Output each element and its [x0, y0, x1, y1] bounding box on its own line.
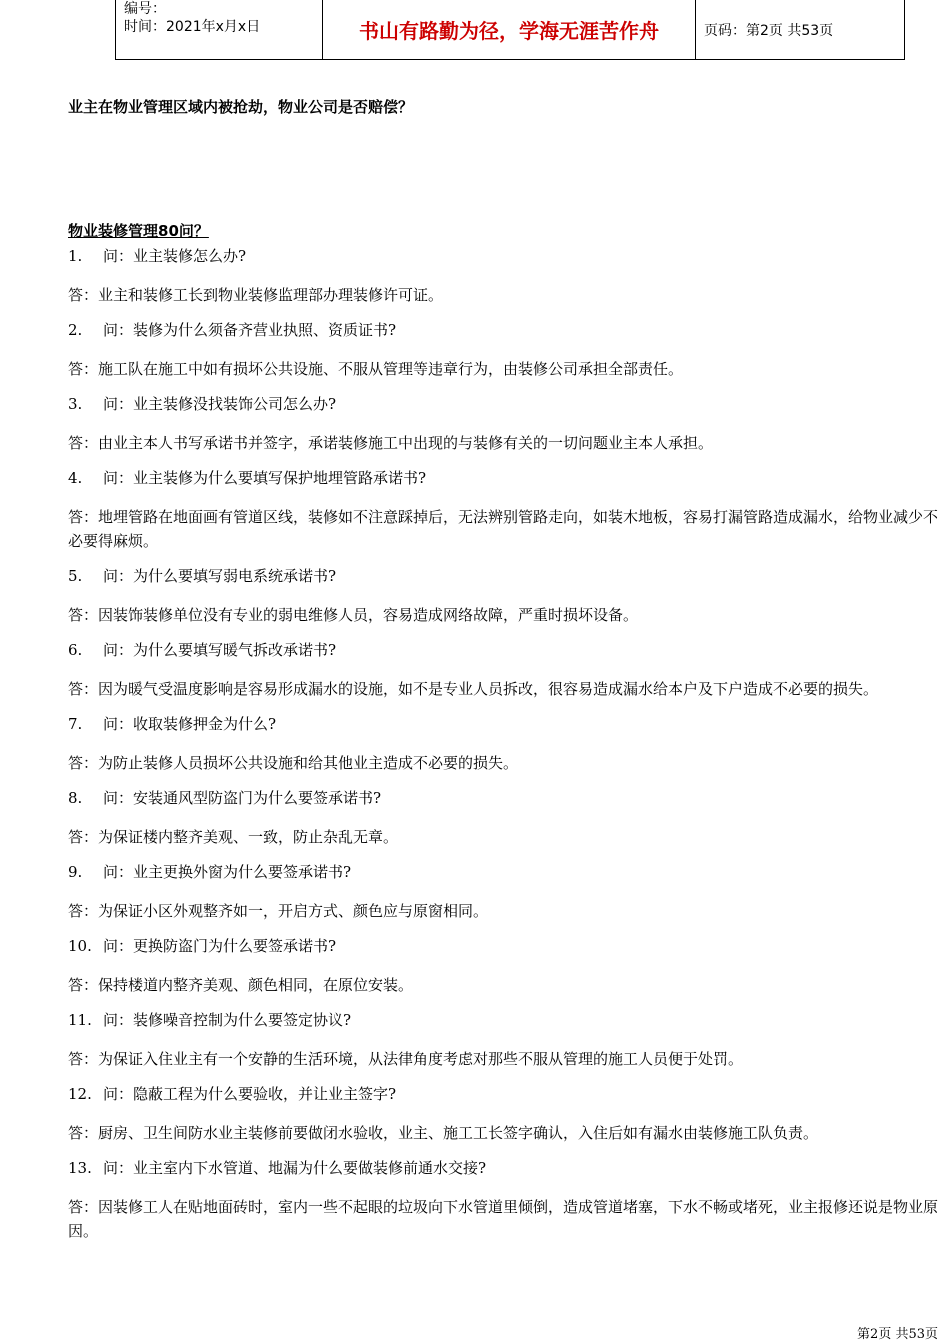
section-heading-renovation: 物业装修管理80问？: [68, 222, 209, 240]
question-text: 问：业主装修为什么要填写保护地埋管路承诺书?: [103, 469, 427, 487]
question-text: 问：为什么要填写弱电系统承诺书?: [103, 567, 337, 585]
question-number: 6.: [68, 641, 83, 659]
question-item: [68, 320, 948, 340]
question-item: [68, 566, 948, 586]
question-item: [68, 246, 948, 266]
question-item: [68, 862, 948, 882]
document-date-label: 时间：2021年x月x日: [124, 19, 261, 35]
question-text: 问：更换防盗门为什么要签承诺书?: [103, 937, 337, 955]
document-number-label: 编号：: [124, 1, 166, 17]
question-text: 问：装修为什么须备齐营业执照、资质证书?: [103, 321, 397, 339]
question-number: 3.: [68, 395, 83, 413]
question-number: 5.: [68, 567, 83, 585]
answer-text: 答：由业主本人书写承诺书并签字，承诺装修施工中出现的与装修有关的一切问题业主本人承担。: [68, 434, 714, 452]
answer-text: 答：为保证楼内整齐美观、一致，防止杂乱无章。: [68, 828, 399, 846]
question-text: 问：安装通风型防盗门为什么要签承诺书?: [103, 789, 382, 807]
section-heading-robbery: 业主在物业管理区域内被抢劫，物业公司是否赔偿？: [68, 98, 414, 116]
document-header: [115, 0, 905, 60]
question-item: [68, 936, 948, 956]
question-item: [68, 1158, 948, 1178]
page-footer: 第2页 共53页: [857, 1327, 938, 1342]
question-text: 问：业主室内下水管道、地漏为什么要做装修前通水交接?: [103, 1159, 487, 1177]
question-item: [68, 640, 948, 660]
header-page-label: 页码：第2页 共53页: [696, 0, 905, 60]
question-number: 10.: [68, 937, 92, 955]
question-number: 4.: [68, 469, 83, 487]
question-text: 问：业主装修没找装饰公司怎么办?: [103, 395, 337, 413]
question-item: [68, 394, 948, 414]
answer-text: 答：业主和装修工长到物业装修监理部办理装修许可证。: [68, 286, 444, 304]
question-number: 9.: [68, 863, 83, 881]
question-text: 问：装修噪音控制为什么要签定协议?: [103, 1011, 352, 1029]
question-number: 2.: [68, 321, 83, 339]
answer-text: 答：保持楼道内整齐美观、颜色相同，在原位安装。: [68, 976, 414, 994]
header-info-cell: [116, 0, 323, 60]
answer-text: 答：为保证入住业主有一个安静的生活环境，从法律角度考虑对那些不服从管理的施工人员便于处罚。: [68, 1050, 744, 1068]
question-number: 1.: [68, 247, 83, 265]
question-number: 12.: [68, 1085, 92, 1103]
answer-text: 答：因装饰装修单位没有专业的弱电维修人员，容易造成网络故障，严重时损坏设备。: [68, 606, 639, 624]
answer-text: 答：因为暖气受温度影响是容易形成漏水的设施，如不是专业人员拆改，很容易造成漏水给本户及下户造成不必要的损失。: [68, 680, 879, 698]
question-item: [68, 788, 948, 808]
answer-text: 答：为防止装修人员损坏公共设施和给其他业主造成不必要的损失。: [68, 754, 519, 772]
question-text: 问：隐蔽工程为什么要验收，并让业主签字?: [103, 1085, 397, 1103]
question-text: 问：为什么要填写暖气拆改承诺书?: [103, 641, 337, 659]
question-number: 13.: [68, 1159, 92, 1177]
question-number: 7.: [68, 715, 83, 733]
qa-list: [68, 246, 948, 1256]
question-number: 8.: [68, 789, 83, 807]
question-item: [68, 1010, 948, 1030]
answer-text: 答：地埋管路在地面画有管道区线，装修如不注意踩掉后，无法辨别管路走向，如装木地板，容易打漏管路造成漏水，给物业减少不必要得麻烦。: [68, 508, 939, 550]
question-text: 问：业主更换外窗为什么要签承诺书?: [103, 863, 352, 881]
answer-text: 答：为保证小区外观整齐如一，开启方式、颜色应与原窗相同。: [68, 902, 489, 920]
question-item: [68, 468, 948, 488]
answer-text: 答：厨房、卫生间防水业主装修前要做闭水验收，业主、施工工长签字确认，入住后如有漏水由装修施工队负责。: [68, 1124, 819, 1142]
answer-text: 答：因装修工人在贴地面砖时，室内一些不起眼的垃圾向下水管道里倾倒，造成管道堵塞，下水不畅或堵死，业主报修还说是物业原因。: [68, 1198, 939, 1240]
header-motto: 书山有路勤为径，学海无涯苦作舟: [323, 0, 696, 60]
question-item: [68, 714, 948, 734]
question-text: 问：收取装修押金为什么?: [103, 715, 277, 733]
answer-text: 答：施工队在施工中如有损坏公共设施、不服从管理等违章行为，由装修公司承担全部责任。: [68, 360, 684, 378]
question-item: [68, 1084, 948, 1104]
question-text: 问：业主装修怎么办?: [103, 247, 247, 265]
question-number: 11.: [68, 1011, 92, 1029]
